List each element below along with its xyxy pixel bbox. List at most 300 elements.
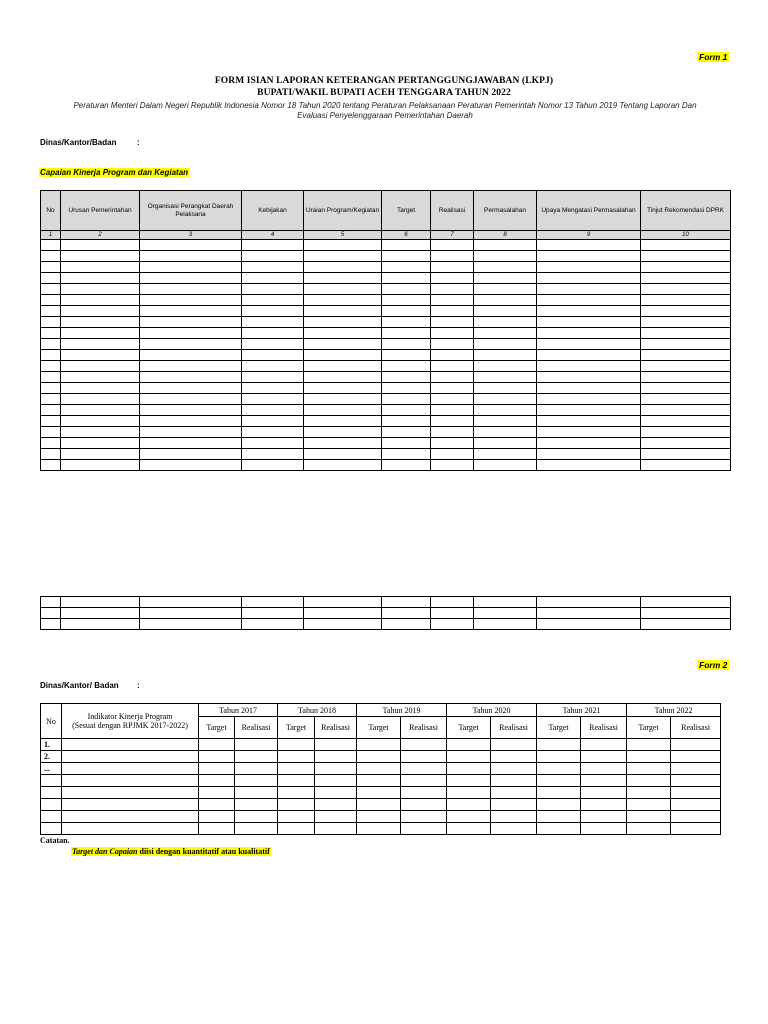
empty-cell[interactable]	[140, 372, 242, 383]
empty-cell[interactable]	[431, 416, 474, 427]
empty-cell[interactable]	[431, 383, 474, 394]
empty-cell[interactable]	[242, 608, 304, 619]
empty-cell[interactable]	[641, 240, 731, 251]
empty-cell[interactable]	[61, 273, 140, 284]
empty-cell[interactable]	[199, 787, 235, 799]
empty-cell[interactable]	[447, 823, 491, 835]
empty-cell[interactable]	[537, 273, 641, 284]
empty-cell[interactable]	[537, 383, 641, 394]
empty-cell[interactable]	[61, 438, 140, 449]
empty-cell[interactable]	[491, 775, 537, 787]
empty-cell[interactable]	[474, 295, 537, 306]
empty-cell[interactable]	[140, 438, 242, 449]
empty-cell[interactable]	[41, 438, 61, 449]
empty-cell[interactable]	[242, 273, 304, 284]
empty-cell[interactable]	[431, 273, 474, 284]
empty-cell[interactable]	[474, 361, 537, 372]
empty-cell[interactable]	[357, 799, 401, 811]
empty-cell[interactable]	[474, 460, 537, 471]
empty-cell[interactable]	[474, 597, 537, 608]
empty-cell[interactable]	[62, 811, 199, 823]
empty-cell[interactable]	[41, 328, 61, 339]
empty-cell[interactable]	[242, 328, 304, 339]
empty-cell[interactable]	[199, 739, 235, 751]
empty-cell[interactable]	[537, 811, 581, 823]
empty-cell[interactable]	[235, 751, 278, 763]
empty-cell[interactable]	[242, 240, 304, 251]
empty-cell[interactable]	[382, 372, 431, 383]
empty-cell[interactable]	[382, 619, 431, 630]
empty-cell[interactable]	[431, 350, 474, 361]
empty-cell[interactable]	[491, 739, 537, 751]
empty-cell[interactable]	[382, 240, 431, 251]
empty-cell[interactable]	[140, 361, 242, 372]
empty-cell[interactable]	[537, 619, 641, 630]
empty-cell[interactable]	[199, 799, 235, 811]
empty-cell[interactable]	[641, 460, 731, 471]
empty-cell[interactable]	[304, 449, 382, 460]
empty-cell[interactable]	[41, 273, 61, 284]
empty-cell[interactable]	[537, 339, 641, 350]
empty-cell[interactable]	[41, 597, 61, 608]
empty-cell[interactable]	[491, 787, 537, 799]
empty-cell[interactable]	[304, 273, 382, 284]
empty-cell[interactable]	[431, 361, 474, 372]
empty-cell[interactable]	[537, 416, 641, 427]
empty-cell[interactable]	[581, 799, 627, 811]
empty-cell[interactable]	[357, 787, 401, 799]
empty-cell[interactable]	[401, 811, 447, 823]
empty-cell[interactable]	[474, 372, 537, 383]
empty-cell[interactable]	[61, 240, 140, 251]
empty-cell[interactable]	[382, 306, 431, 317]
empty-cell[interactable]	[474, 405, 537, 416]
empty-cell[interactable]	[41, 449, 61, 460]
empty-cell[interactable]	[41, 284, 61, 295]
empty-cell[interactable]	[304, 394, 382, 405]
empty-cell[interactable]	[474, 394, 537, 405]
empty-cell[interactable]	[140, 328, 242, 339]
empty-cell[interactable]	[537, 763, 581, 775]
empty-cell[interactable]	[401, 763, 447, 775]
empty-cell[interactable]	[304, 416, 382, 427]
empty-cell[interactable]	[641, 284, 731, 295]
empty-cell[interactable]	[41, 339, 61, 350]
empty-cell[interactable]	[641, 405, 731, 416]
empty-cell[interactable]	[641, 427, 731, 438]
empty-cell[interactable]	[537, 799, 581, 811]
empty-cell[interactable]	[671, 799, 721, 811]
empty-cell[interactable]	[581, 751, 627, 763]
empty-cell[interactable]	[431, 339, 474, 350]
empty-cell[interactable]	[382, 427, 431, 438]
empty-cell[interactable]	[447, 751, 491, 763]
empty-cell[interactable]	[304, 262, 382, 273]
empty-cell[interactable]	[62, 739, 199, 751]
empty-cell[interactable]	[242, 339, 304, 350]
empty-cell[interactable]	[641, 372, 731, 383]
empty-cell[interactable]	[382, 460, 431, 471]
empty-cell[interactable]	[304, 361, 382, 372]
empty-cell[interactable]	[140, 405, 242, 416]
empty-cell[interactable]	[278, 763, 315, 775]
empty-cell[interactable]	[431, 608, 474, 619]
empty-cell[interactable]	[357, 763, 401, 775]
empty-cell[interactable]	[431, 240, 474, 251]
empty-cell[interactable]	[140, 284, 242, 295]
empty-cell[interactable]	[41, 317, 61, 328]
empty-cell[interactable]	[304, 328, 382, 339]
empty-cell[interactable]	[315, 823, 357, 835]
empty-cell[interactable]	[671, 823, 721, 835]
empty-cell[interactable]	[447, 763, 491, 775]
empty-cell[interactable]	[537, 295, 641, 306]
empty-cell[interactable]	[382, 295, 431, 306]
empty-cell[interactable]	[401, 751, 447, 763]
empty-cell[interactable]	[382, 273, 431, 284]
empty-cell[interactable]	[537, 597, 641, 608]
empty-cell[interactable]	[401, 799, 447, 811]
empty-cell[interactable]	[304, 295, 382, 306]
empty-cell[interactable]	[401, 775, 447, 787]
empty-cell[interactable]	[431, 262, 474, 273]
empty-cell[interactable]	[491, 799, 537, 811]
empty-cell[interactable]	[235, 823, 278, 835]
empty-cell[interactable]	[41, 416, 61, 427]
empty-cell[interactable]	[199, 763, 235, 775]
empty-cell[interactable]	[278, 787, 315, 799]
empty-cell[interactable]	[41, 240, 61, 251]
empty-cell[interactable]	[304, 597, 382, 608]
empty-cell[interactable]	[41, 608, 61, 619]
empty-cell[interactable]	[61, 619, 140, 630]
empty-cell[interactable]	[304, 317, 382, 328]
empty-cell[interactable]	[242, 251, 304, 262]
empty-cell[interactable]	[304, 306, 382, 317]
empty-cell[interactable]	[447, 775, 491, 787]
empty-cell[interactable]	[474, 284, 537, 295]
empty-cell[interactable]	[61, 372, 140, 383]
empty-cell[interactable]	[537, 427, 641, 438]
empty-cell[interactable]	[41, 262, 61, 273]
empty-cell[interactable]	[315, 799, 357, 811]
empty-cell[interactable]	[315, 787, 357, 799]
empty-cell[interactable]	[140, 394, 242, 405]
empty-cell[interactable]	[140, 383, 242, 394]
empty-cell[interactable]	[242, 372, 304, 383]
empty-cell[interactable]	[641, 361, 731, 372]
empty-cell[interactable]	[304, 427, 382, 438]
empty-cell[interactable]	[242, 427, 304, 438]
empty-cell[interactable]	[431, 284, 474, 295]
empty-cell[interactable]	[315, 763, 357, 775]
empty-cell[interactable]	[235, 739, 278, 751]
empty-cell[interactable]	[304, 284, 382, 295]
empty-cell[interactable]	[61, 361, 140, 372]
empty-cell[interactable]	[61, 608, 140, 619]
empty-cell[interactable]	[537, 739, 581, 751]
empty-cell[interactable]	[671, 811, 721, 823]
empty-cell[interactable]	[671, 739, 721, 751]
empty-cell[interactable]	[627, 763, 671, 775]
empty-cell[interactable]	[61, 449, 140, 460]
empty-cell[interactable]	[357, 751, 401, 763]
empty-cell[interactable]	[474, 449, 537, 460]
empty-cell[interactable]	[140, 240, 242, 251]
empty-cell[interactable]	[382, 361, 431, 372]
empty-cell[interactable]	[641, 328, 731, 339]
empty-cell[interactable]	[61, 383, 140, 394]
empty-cell[interactable]	[537, 317, 641, 328]
empty-cell[interactable]	[447, 787, 491, 799]
empty-cell[interactable]	[537, 350, 641, 361]
empty-cell[interactable]	[537, 284, 641, 295]
empty-cell[interactable]	[537, 460, 641, 471]
empty-cell[interactable]	[474, 438, 537, 449]
empty-cell[interactable]	[61, 306, 140, 317]
empty-cell[interactable]	[537, 361, 641, 372]
empty-cell[interactable]	[537, 262, 641, 273]
empty-cell[interactable]	[278, 739, 315, 751]
empty-cell[interactable]	[627, 751, 671, 763]
empty-cell[interactable]	[641, 251, 731, 262]
empty-cell[interactable]	[474, 306, 537, 317]
empty-cell[interactable]	[641, 383, 731, 394]
empty-cell[interactable]	[140, 416, 242, 427]
empty-cell[interactable]	[140, 273, 242, 284]
empty-cell[interactable]	[431, 295, 474, 306]
empty-cell[interactable]	[382, 608, 431, 619]
empty-cell[interactable]	[357, 823, 401, 835]
empty-cell[interactable]	[641, 295, 731, 306]
empty-cell[interactable]	[242, 350, 304, 361]
empty-cell[interactable]	[242, 405, 304, 416]
empty-cell[interactable]	[581, 763, 627, 775]
empty-cell[interactable]	[537, 449, 641, 460]
empty-cell[interactable]	[431, 251, 474, 262]
empty-cell[interactable]	[140, 460, 242, 471]
empty-cell[interactable]	[431, 306, 474, 317]
empty-cell[interactable]	[41, 394, 61, 405]
empty-cell[interactable]	[431, 328, 474, 339]
empty-cell[interactable]	[382, 284, 431, 295]
empty-cell[interactable]	[641, 438, 731, 449]
empty-cell[interactable]	[537, 328, 641, 339]
empty-cell[interactable]	[304, 438, 382, 449]
empty-cell[interactable]	[61, 405, 140, 416]
empty-cell[interactable]	[641, 350, 731, 361]
empty-cell[interactable]	[641, 394, 731, 405]
empty-cell[interactable]	[61, 416, 140, 427]
empty-cell[interactable]	[641, 317, 731, 328]
empty-cell[interactable]	[41, 460, 61, 471]
empty-cell[interactable]	[242, 597, 304, 608]
empty-cell[interactable]	[537, 608, 641, 619]
empty-cell[interactable]	[537, 394, 641, 405]
empty-cell[interactable]	[242, 284, 304, 295]
empty-cell[interactable]	[140, 350, 242, 361]
empty-cell[interactable]	[431, 394, 474, 405]
empty-cell[interactable]	[61, 295, 140, 306]
empty-cell[interactable]	[382, 449, 431, 460]
empty-cell[interactable]	[474, 273, 537, 284]
empty-cell[interactable]	[474, 251, 537, 262]
empty-cell[interactable]	[242, 619, 304, 630]
empty-cell[interactable]	[242, 317, 304, 328]
empty-cell[interactable]	[474, 608, 537, 619]
empty-cell[interactable]	[382, 350, 431, 361]
empty-cell[interactable]	[304, 350, 382, 361]
empty-cell[interactable]	[235, 763, 278, 775]
empty-cell[interactable]	[474, 328, 537, 339]
empty-cell[interactable]	[671, 763, 721, 775]
empty-cell[interactable]	[581, 787, 627, 799]
empty-cell[interactable]	[357, 775, 401, 787]
empty-cell[interactable]	[242, 262, 304, 273]
empty-cell[interactable]	[537, 751, 581, 763]
empty-cell[interactable]	[41, 350, 61, 361]
empty-cell[interactable]	[474, 350, 537, 361]
empty-cell[interactable]	[641, 608, 731, 619]
empty-cell[interactable]	[627, 811, 671, 823]
empty-cell[interactable]	[199, 751, 235, 763]
empty-cell[interactable]	[61, 328, 140, 339]
empty-cell[interactable]	[304, 383, 382, 394]
empty-cell[interactable]	[641, 273, 731, 284]
empty-cell[interactable]	[641, 306, 731, 317]
empty-cell[interactable]	[627, 739, 671, 751]
empty-cell[interactable]	[278, 811, 315, 823]
empty-cell[interactable]	[474, 262, 537, 273]
empty-cell[interactable]	[140, 306, 242, 317]
empty-cell[interactable]	[382, 339, 431, 350]
empty-cell[interactable]	[242, 361, 304, 372]
empty-cell[interactable]	[242, 383, 304, 394]
empty-cell[interactable]	[61, 317, 140, 328]
empty-cell[interactable]	[140, 295, 242, 306]
empty-cell[interactable]	[41, 306, 61, 317]
empty-cell[interactable]	[447, 739, 491, 751]
empty-cell[interactable]	[242, 295, 304, 306]
empty-cell[interactable]	[671, 751, 721, 763]
empty-cell[interactable]	[278, 799, 315, 811]
empty-cell[interactable]	[41, 619, 61, 630]
empty-cell[interactable]	[140, 317, 242, 328]
empty-cell[interactable]	[140, 339, 242, 350]
empty-cell[interactable]	[537, 240, 641, 251]
empty-cell[interactable]	[41, 295, 61, 306]
empty-cell[interactable]	[537, 405, 641, 416]
empty-cell[interactable]	[671, 787, 721, 799]
empty-cell[interactable]	[278, 823, 315, 835]
empty-cell[interactable]	[401, 787, 447, 799]
empty-cell[interactable]	[315, 775, 357, 787]
empty-cell[interactable]	[431, 438, 474, 449]
empty-cell[interactable]	[537, 823, 581, 835]
empty-cell[interactable]	[357, 811, 401, 823]
empty-cell[interactable]	[62, 763, 199, 775]
empty-cell[interactable]	[304, 339, 382, 350]
empty-cell[interactable]	[242, 460, 304, 471]
empty-cell[interactable]	[641, 262, 731, 273]
empty-cell[interactable]	[581, 811, 627, 823]
empty-cell[interactable]	[382, 438, 431, 449]
empty-cell[interactable]	[278, 751, 315, 763]
empty-cell[interactable]	[431, 597, 474, 608]
empty-cell[interactable]	[431, 449, 474, 460]
empty-cell[interactable]	[431, 405, 474, 416]
empty-cell[interactable]	[140, 251, 242, 262]
empty-cell[interactable]	[61, 460, 140, 471]
empty-cell[interactable]	[278, 775, 315, 787]
empty-cell[interactable]	[474, 240, 537, 251]
empty-cell[interactable]	[62, 799, 199, 811]
empty-cell[interactable]	[304, 405, 382, 416]
empty-cell[interactable]	[474, 416, 537, 427]
empty-cell[interactable]	[491, 823, 537, 835]
empty-cell[interactable]	[401, 739, 447, 751]
empty-cell[interactable]	[382, 416, 431, 427]
empty-cell[interactable]	[199, 811, 235, 823]
empty-cell[interactable]	[61, 597, 140, 608]
empty-cell[interactable]	[474, 339, 537, 350]
empty-cell[interactable]	[431, 317, 474, 328]
empty-cell[interactable]	[382, 317, 431, 328]
empty-cell[interactable]	[382, 383, 431, 394]
empty-cell[interactable]	[537, 251, 641, 262]
empty-cell[interactable]	[382, 262, 431, 273]
empty-cell[interactable]	[447, 811, 491, 823]
empty-cell[interactable]	[304, 240, 382, 251]
empty-cell[interactable]	[537, 372, 641, 383]
empty-cell[interactable]	[627, 775, 671, 787]
empty-cell[interactable]	[357, 739, 401, 751]
empty-cell[interactable]	[61, 427, 140, 438]
empty-cell[interactable]	[41, 251, 61, 262]
empty-cell[interactable]	[491, 751, 537, 763]
empty-cell[interactable]	[581, 823, 627, 835]
empty-cell[interactable]	[41, 427, 61, 438]
empty-cell[interactable]	[447, 799, 491, 811]
empty-cell[interactable]	[61, 251, 140, 262]
empty-cell[interactable]	[242, 438, 304, 449]
empty-cell[interactable]	[382, 394, 431, 405]
empty-cell[interactable]	[401, 823, 447, 835]
empty-cell[interactable]	[641, 449, 731, 460]
empty-cell[interactable]	[199, 823, 235, 835]
empty-cell[interactable]	[627, 787, 671, 799]
empty-cell[interactable]	[641, 416, 731, 427]
empty-cell[interactable]	[627, 823, 671, 835]
empty-cell[interactable]	[61, 262, 140, 273]
empty-cell[interactable]	[491, 811, 537, 823]
empty-cell[interactable]	[41, 405, 61, 416]
empty-cell[interactable]	[474, 383, 537, 394]
empty-cell[interactable]	[61, 394, 140, 405]
empty-cell[interactable]	[61, 350, 140, 361]
empty-cell[interactable]	[140, 608, 242, 619]
empty-cell[interactable]	[491, 763, 537, 775]
empty-cell[interactable]	[474, 427, 537, 438]
empty-cell[interactable]	[304, 251, 382, 262]
empty-cell[interactable]	[641, 339, 731, 350]
empty-cell[interactable]	[304, 619, 382, 630]
empty-cell[interactable]	[641, 597, 731, 608]
empty-cell[interactable]	[627, 799, 671, 811]
empty-cell[interactable]	[382, 405, 431, 416]
empty-cell[interactable]	[140, 449, 242, 460]
empty-cell[interactable]	[382, 251, 431, 262]
